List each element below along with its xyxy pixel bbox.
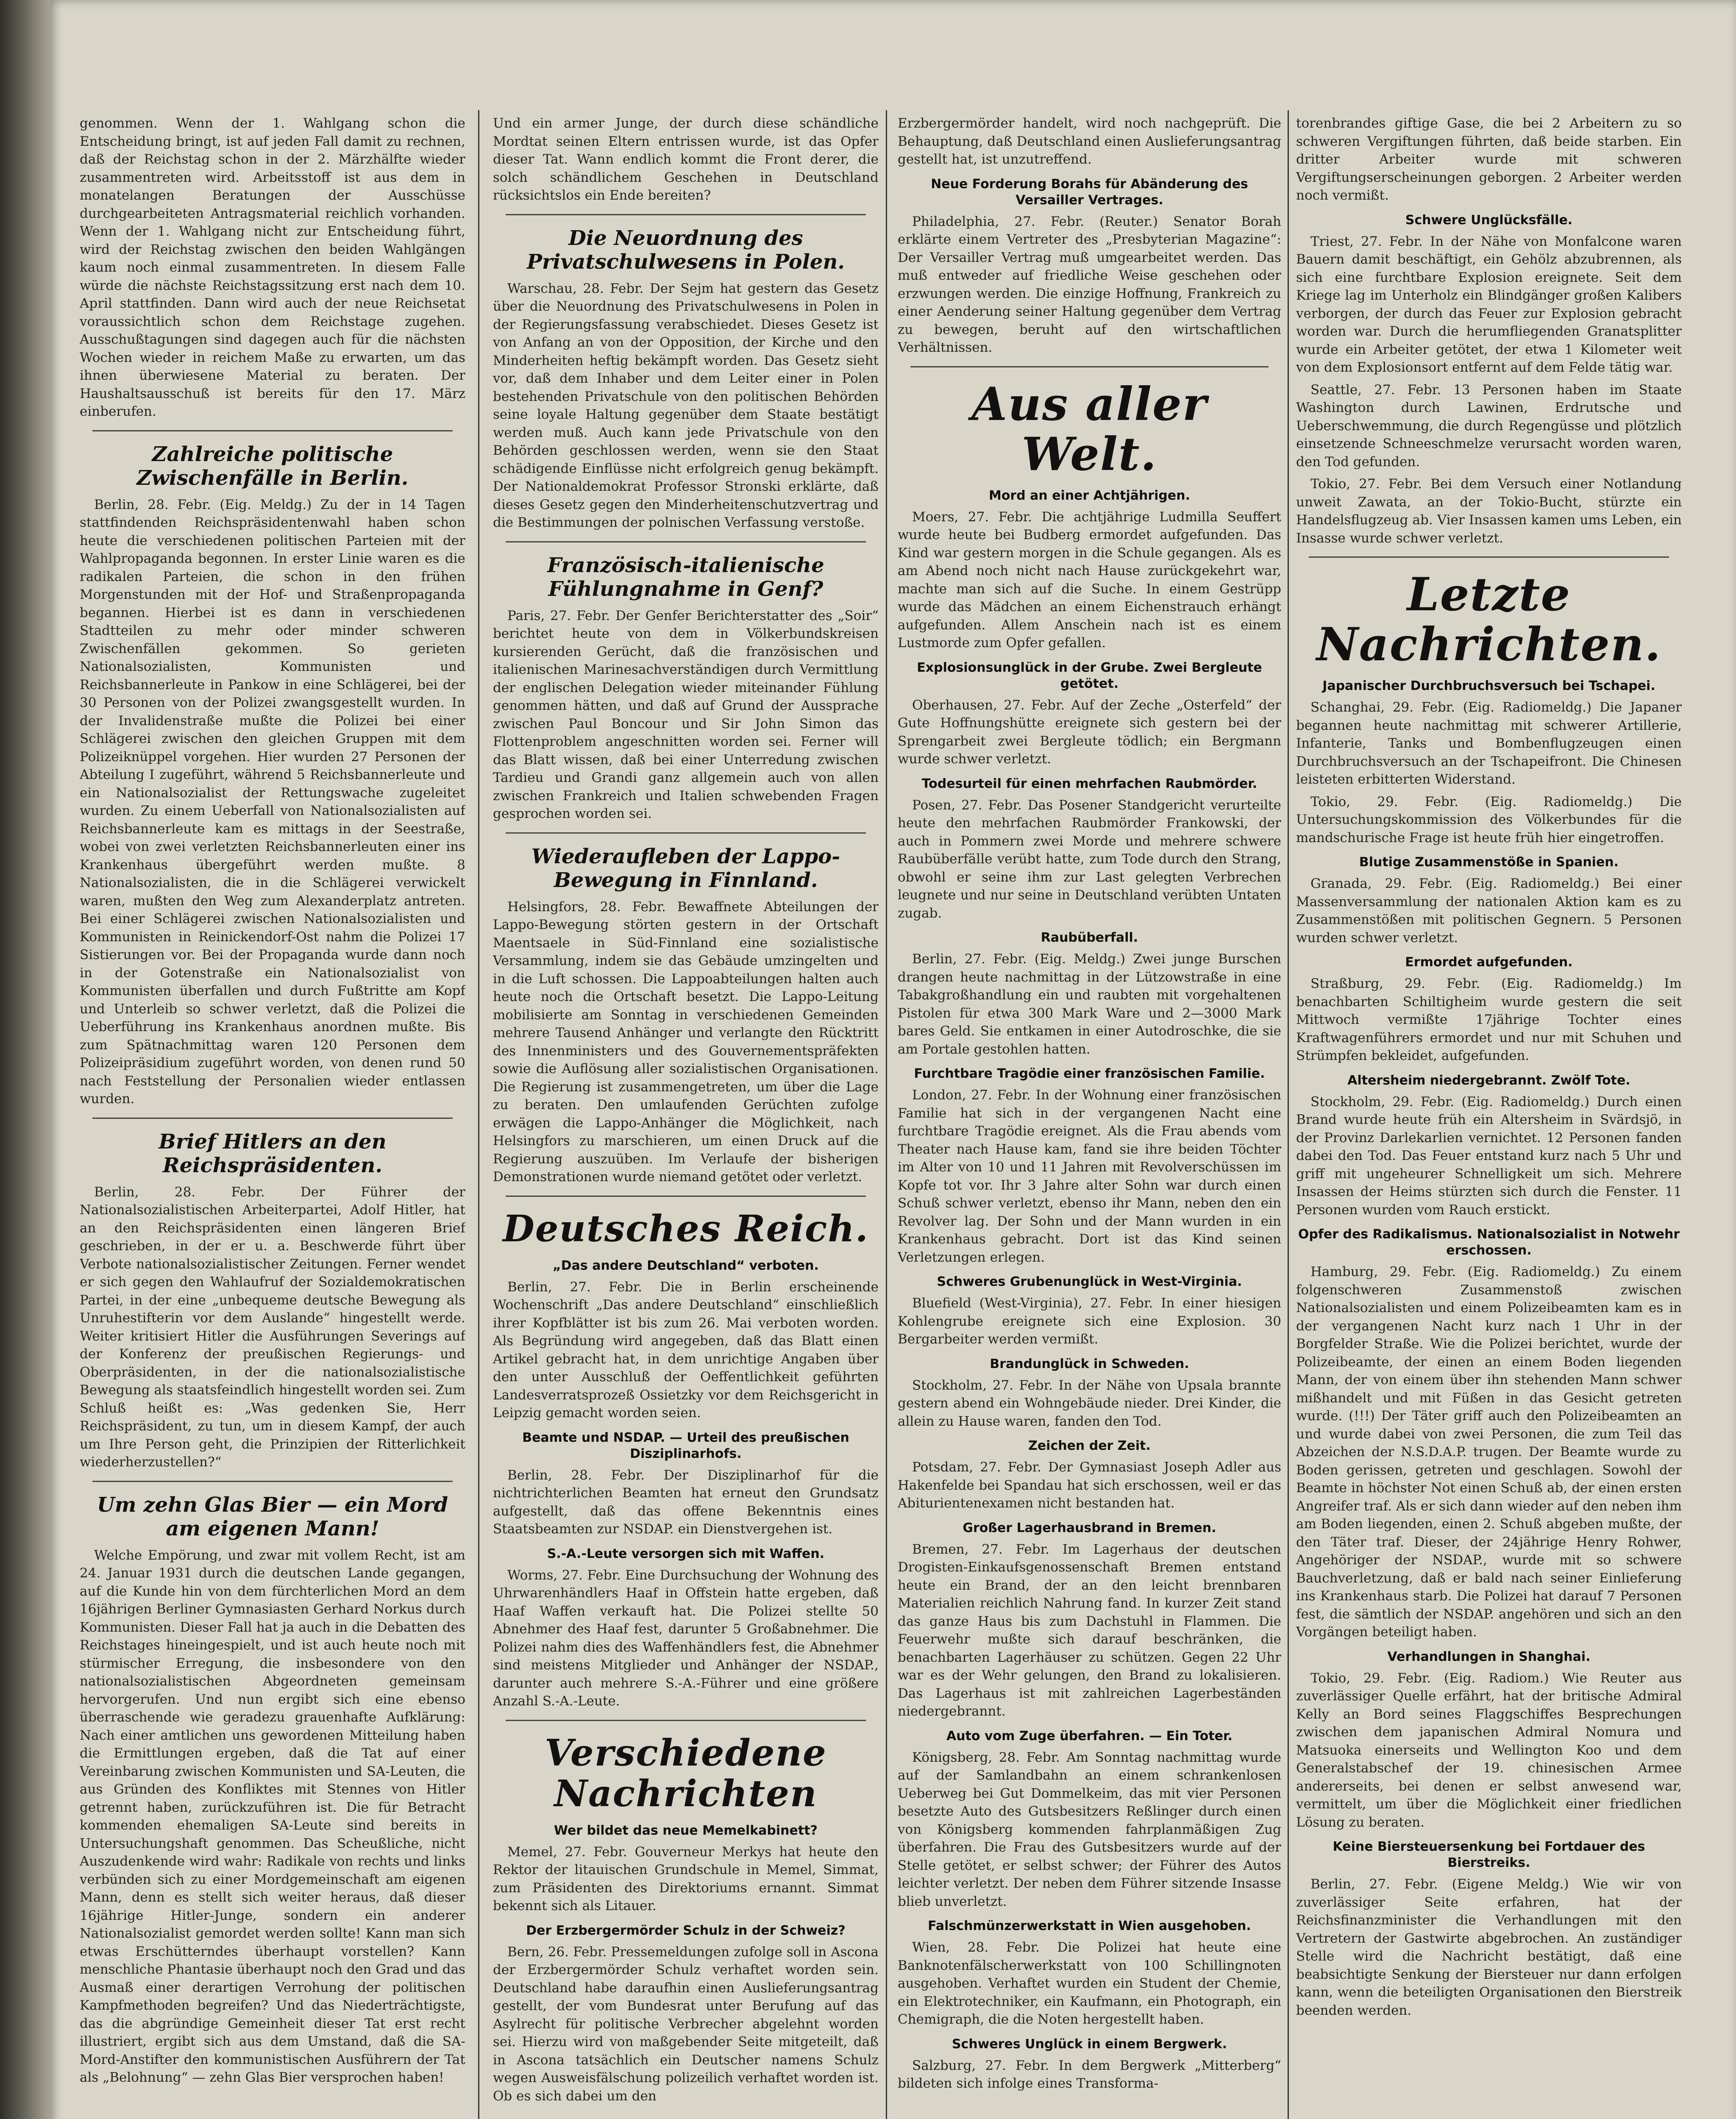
section-headline: Aus aller Welt.	[971, 377, 1207, 481]
article-body: Potsdam, 27. Febr. Der Gymnasiast Joseph Adler aus Hakenfelde bei Spandau hat sich erschossen, weil er das Abiturientenexamen nicht bestanden hat.	[898, 1460, 1281, 1511]
section-divider	[1309, 556, 1669, 558]
article-body: Tokio, 29. Febr. (Eig. Radiom.) Wie Reuter aus zuverlässiger Quelle erfährt, hat der britische Admiral Kelly an Bord seines Flaggschiffes Besprechungen zwischen dem japanischen Admiral Nomura und Matsuoka einerseits und Wellington Koo und dem Generalstabschef der 19. chinesischen Armee andererseits, bei denen er selbst anwesend war, vermittelt, um über die Möglichkeit einer friedlichen Lösung zu beraten.	[1296, 1670, 1682, 1830]
article-body: Moers, 27. Febr. Die achtjährige Ludmilla Seuffert wurde heute bei Budberg ermordet aufgefunden. Das Kind war gestern morgen in die Schule gegangen. Als es am Abend noch nicht nach Hause zurückgekehrt war, machte man sich auf die Suche. In einem Gestrüpp wurde das Mädchen an einem Eichenstrauch erhängt aufgefunden. Allem Anschein nach ist es einem Lustmorde zum Opfer gefallen.	[898, 509, 1281, 651]
article-headline: Brief Hitlers an den Reichspräsidenten.	[159, 1129, 387, 1177]
article-body: Posen, 27. Febr. Das Posener Standgericht verurteilte heute den mehrfachen Raubmörder Frankowski, der auch in Pommern zwei Morde und mehrere schwere Raubüberfälle verübt hatte, zum Tode durch den Strang, obwohl er seine ihm zur Last gelegten Verbrechen leugnete und nur seine in Deutschland verübten Untaten zugab.	[898, 797, 1281, 921]
continued-text: torenbrandes giftige Gase, die bei 2 Arbeitern zu so schweren Vergiftungen führten, daß beide starben. Ein dritter Arbeiter wurde mit schweren Vergiftungserscheinungen geborgen. 2 Arbeiter werden noch vermißt.	[1296, 116, 1682, 203]
article-subheadline: Japanischer Durchbruchsversuch bei Tschapei.	[1322, 679, 1655, 693]
article-body: Seattle, 27. Febr. 13 Personen haben im Staate Washington durch Lawinen, Erdrutsche und Ueberschwemmung, die durch Regengüsse und plötzlich einsetzende Schneeschmelze verursacht worden waren, den Tod gefunden.	[1296, 382, 1682, 470]
section-divider	[92, 430, 453, 431]
article-subheadline: Mord an einer Achtjährigen.	[988, 488, 1191, 503]
column-rule	[1288, 110, 1289, 2119]
article-body: Triest, 27. Febr. In der Nähe von Monfalcone waren Bauern damit beschäftigt, ein Gehölz abzubrennen, als sich eine furchtbare Explosion ereignete. Seit dem Kriege lag im Unterholz ein Blindgänger großen Kalibers verborgen, der durch das Feuer zur Explosion gebracht worden war. Durch die herumfliegenden Granatsplitter wurde ein Arbeiter getötet, der etwa 1 Kilometer weit von dem Explosionsort entfernt auf dem Felde tätig war.	[1296, 234, 1682, 375]
article-body: Stockholm, 29. Febr. (Eig. Radiomeldg.) Durch einen Brand wurde heute früh ein Altersheim in Svärdsjö, in der Provinz Darlekarlien vernichtet. 12 Personen fanden dabei den Tod. Das Feuer entstand kurz nach 5 Uhr und griff mit ungeheurer Schnelligkeit um sich. Mehrere Insassen der Heims stürzten sich durch die Fenster. 11 Personen wurden vom Rauch erstickt.	[1296, 1094, 1682, 1218]
article-headline: Um zehn Glas Bier — ein Mord am eigenen Mann!	[97, 1493, 448, 1541]
article-body: Berlin, 28. Febr. Der Disziplinarhof für die nichtrichterlichen Beamten hat erneut den Grundsatz aufgestellt, daß das offene Bekenntnis eines Staatsbeamten zur NSDAP. ein Dienstvergehen ist.	[493, 1467, 879, 1537]
article-body: Warschau, 28. Febr. Der Sejm hat gestern das Gesetz über die Neuordnung des Privatschulwesens in Polen in der Regierungsfassung verabschiedet. Dieses Gesetz ist von Anfang an von der Opposition, der Kirche und den Minderheiten heftig bekämpft worden. Das Gesetz sieht vor, daß dem Inhaber und dem Leiter einer in Polen bestehenden Privatschule von den politischen Behörden seine loyale Haltung gegenüber dem Staate bestätigt werden muß. Auch kann jede Privatschule von den Behörden geschlossen werden, wenn sie den Staat schädigende Einflüsse nicht erfolgreich genug bekämpft. Der Nationaldemokrat Professor Stronski erklärte, daß dieses Gesetz gegen den Minderheitenschutzvertrag und die Bestimmungen der polnischen Verfassung verstoße.	[493, 281, 879, 530]
article-subheadline: „Das andere Deutschland“ verboten.	[553, 1258, 819, 1273]
article-body: Tokio, 27. Febr. Bei dem Versuch einer Notlandung unweit Zawata, an der Tokio-Bucht, stürzte ein Handelsflugzeug ab. Vier Insassen kamen ums Leben, ein Insasse wurde schwer verletzt.	[1296, 476, 1682, 546]
column-1	[80, 114, 465, 2119]
article-body: Salzburg, 27. Febr. In dem Bergwerk „Mitterberg“ bildeten sich infolge eines Transforma-	[898, 2058, 1281, 2091]
article-subheadline: Keine Biersteuersenkung bei Fortdauer des Bierstreiks.	[1333, 1839, 1645, 1870]
column-2	[493, 114, 879, 2119]
section-headline: Deutsches Reich.	[503, 1207, 869, 1250]
article-subheadline: Blutige Zusammenstöße in Spanien.	[1359, 855, 1619, 870]
article-subheadline: Schweres Unglück in einem Bergwerk.	[951, 2036, 1227, 2052]
article-subheadline: Der Erzbergermörder Schulz in der Schweiz?	[526, 1923, 846, 1938]
article-body: Worms, 27. Febr. Eine Durchsuchung der Wohnung des Uhrwarenhändlers Haaf in Offstein hatte ergeben, daß Haaf Waffen verkauft hat. Die Polizei stellte 50 Abnehmer des Haaf fest, darunter 5 Großabnehmer. Die Polizei nahm dies des Waffenhändlers fest, die Abnehmer sind meistens Mitglieder und Anhänger der NSDAP., darunter auch mehrere S.-A.-Führer und eine größere Anzahl S.-A.-Leute.	[493, 1567, 879, 1709]
column-3	[898, 114, 1281, 2119]
article-subheadline: Todesurteil für einen mehrfachen Raubmörder.	[921, 776, 1257, 791]
column-4	[1296, 114, 1682, 2119]
continued-text: genommen. Wenn der 1. Wahlgang schon die Entscheidung bringt, ist auf jeden Fall damit zu rechnen, daß der Reichstag schon in der 2. Märzhälfte wieder zusammentreten wird. Arbeitsstoff ist aus dem in monatelangen Beratungen der Ausschüsse durchgearbeiteten Antragsmaterial reichlich vorhanden. Wenn der 1. Wahlgang nicht zur Entscheidung führt, wird der Reichstag zwischen den beiden Wahlgängen kaum noch einmal zusammentreten. In diesem Falle würde die nächste Reichstagssitzung erst nach dem 10. April stattfinden. Dann wird auch der neue Reichsetat voraussichtlich schon dem Reichstage zugehen. Ausschußtagungen sind dagegen auch für die nächsten Wochen wieder in reichem Maße zu erwarten, um das ihnen überwiesene Material zu beraten. Der Haushaltsausschuß ist bereits für den 17. März einberufen.	[80, 116, 465, 419]
section-divider	[92, 1481, 453, 1482]
article-subheadline: Brandunglück in Schweden.	[990, 1356, 1189, 1371]
article-headline: Die Neuordnung des Privatschulwesens in Polen.	[526, 226, 845, 274]
article-subheadline: Falschmünzerwerkstatt in Wien ausgehoben.	[928, 1919, 1251, 1933]
article-subheadline: Altersheim niedergebrannt. Zwölf Tote.	[1347, 1073, 1630, 1088]
article-body: Schanghai, 29. Febr. (Eig. Radiomeldg.) Die Japaner begannen heute nachmittag mit schwerer Artillerie, Infanterie, Tanks und Bombenflugzeugen einen Durchbruchsversuch an der Tschapeifront. Die Chinesen leisteten erbitterten Widerstand.	[1296, 700, 1682, 787]
section-divider	[92, 1118, 453, 1119]
article-headline: Wiederaufleben der Lappo-Bewegung in Finnland.	[531, 844, 840, 892]
article-subheadline: Raubüberfall.	[1040, 930, 1138, 945]
article-body: Bern, 26. Febr. Pressemeldungen zufolge soll in Ascona der Erzbergermörder Schulz verhaftet worden sein. Deutschland habe daraufhin einen Auslieferungsantrag gestellt, der vom Bundesrat unter Berufung auf das Asylrecht für politische Verbrecher abgelehnt worden sei. Hierzu wird von maßgebender Seite mitgeteilt, daß in Ascona tatsächlich ein Deutscher namens Schulz wegen Ausweisfälschung polizeilich verhaftet worden ist. Ob es sich dabei um den	[493, 1944, 879, 2104]
article-body: London, 27. Febr. In der Wohnung einer französischen Familie hat sich in der vergangenen Nacht eine furchtbare Tragödie ereignet. Als die Frau abends vom Theater nach Hause kam, fand sie ihre beiden Töchter im Alter von 10 und 11 Jahren mit Revolverschüssen im Kopfe tot vor. Ihr 3 Jahre alter Sohn war durch einen Schuß schwer verletzt, ebenso ihr Mann, neben den ein Revolver lag. Der Sohn und der Mann wurden in ein Krankenhaus gebracht. Dort ist das Kind seinen Verletzungen erlegen.	[898, 1087, 1281, 1265]
article-subheadline: Furchtbare Tragödie einer französischen Familie.	[914, 1066, 1265, 1081]
article-body: Oberhausen, 27. Febr. Auf der Zeche „Osterfeld“ der Gute Hoffnungshütte ereignete sich gestern bei der Sprengarbeit zwei Bergleute tödlich; ein Bergmann wurde schwer verletzt.	[898, 697, 1281, 767]
continued-text: Und ein armer Junge, der durch diese schändliche Mordtat seinen Eltern entrissen wurde, ist das Opfer dieser Tat. Wann endlich kommt die Front derer, die solch schändlichem Geschehen in Deutschland rücksichtslos ein Ende bereiten?	[493, 116, 879, 203]
article-body: Tokio, 29. Febr. (Eig. Radiomeldg.) Die Untersuchungskommission des Völkerbundes für die mandschurische Frage ist heute früh hier eingetroffen.	[1296, 794, 1682, 845]
article-subheadline: Wer bildet das neue Memelkabinett?	[554, 1823, 818, 1838]
article-body: Bremen, 27. Febr. Im Lagerhaus der deutschen Drogisten-Einkaufsgenossenschaft Bremen entstand heute ein Brand, der an den leicht brennbaren Materialien reichlich Nahrung fand. In kurzer Zeit stand das ganze Haus bis zum Dachstuhl in Flammen. Die Feuerwehr mußte sich darauf beschränken, die benachbarten Lagerhäuser zu schützen. Gegen 22 Uhr war es der Wehr gelungen, den Brand zu lokalisieren. Das Lagerhaus ist mit zahlreichen Lagerbeständen niedergebrannt.	[898, 1541, 1281, 1719]
article-body: Berlin, 28. Febr. Der Führer der Nationalsozialistischen Arbeiterpartei, Adolf Hitler, hat an den Reichspräsidenten einen längeren Brief geschrieben, in der er u. a. Beschwerde führt über Verbote nationalsozialistischer Zeitungen. Ferner wendet er sich gegen den Wahlaufruf der Sozialdemokratischen Partei, in der eine „unbequeme deutsche Bewegung als Unruhestifterin vor dem Auslande“ hingestellt werde. Weiter kritisiert Hitler die Ausführungen Severings auf der Konferenz der preußischen Regierungs- und Oberpräsidenten, in der die nationalsozialistische Bewegung als staatsfeindlich hingestellt worden sei. Zum Schluß heißt es: „Was gedenken Sie, Herr Reichspräsident, zu tun, um in diesem Kampf, der auch um Ihre Person geht, die Prinzipien der Ritterlichkeit wiederherzustellen?“	[80, 1184, 465, 1470]
article-subheadline: Großer Lagerhausbrand in Bremen.	[963, 1520, 1216, 1535]
article-body: Berlin, 27. Febr. Die in Berlin erscheinende Wochenschrift „Das andere Deutschland“ einschließlich ihrer Kopfblätter ist bis zum 26. Mai verboten worden. Als Begründung wird angegeben, daß das Blatt einen Artikel gebracht hat, in dem unrichtige Angaben über den unter Ausschluß der Oeffentlichkeit geführten Landesverratsprozeß Ossietzky vor dem Reichsgericht in Leipzig gemacht worden seien.	[493, 1279, 879, 1421]
article-subheadline: Schweres Grubenunglück in West-Virginia.	[937, 1274, 1242, 1289]
article-subheadline: Schwere Unglücksfälle.	[1405, 212, 1573, 228]
article-body: Berlin, 27. Febr. (Eig. Meldg.) Zwei junge Burschen drangen heute nachmittag in der Lützowstraße in eine Tabakgroßhandlung ein und raubten mit vorgehaltenen Pistolen für etwa 300 Mark Ware und 2—3000 Mark bares Geld. Sie entkamen in einer Autodroschke, die sie am Portale gestohlen hatten.	[898, 951, 1281, 1057]
article-body: Königsberg, 28. Febr. Am Sonntag nachmittag wurde auf der Samlandbahn an einem schrankenlosen Ueberweg bei Gut Dommelkeim, das mit vier Personen besetzte Auto des Gutsbesitzers Reßlinger durch einen von Königsberg kommenden fahrplanmäßigen Zug überfahren. Die Frau des Gutsbesitzers wurde auf der Stelle getötet, er selbst schwer; der Führer des Autos leichter verletzt. Der neben dem Führer sitzende Insasse blieb unverletzt.	[898, 1749, 1281, 1909]
article-body: Philadelphia, 27. Febr. (Reuter.) Senator Borah erklärte einem Vertreter des „Presbyterian Magazine“: Der Versailler Vertrag muß umgearbeitet werden. Das muß entweder auf friedliche Weise geschehen oder erzwungen werden. Die einzige Hoffnung, Frankreich zu einer Aenderung seiner Haltung gegenüber dem Vertrag zu bewegen, beruht auf den wirtschaftlichen Verhältnissen.	[898, 214, 1281, 355]
article-subheadline: S.-A.-Leute versorgen sich mit Waffen.	[547, 1546, 825, 1561]
article-body: Wien, 28. Febr. Die Polizei hat heute eine Banknotenfälscherwerkstatt von 100 Schillingnoten ausgehoben. Verhaftet wurden ein Student der Chemie, ein Elektrotechniker, ein Kaufmann, ein Photograph, ein Chemigraph, die die Noten hergestellt haben.	[898, 1940, 1281, 2027]
article-body: Hamburg, 29. Febr. (Eig. Radiomeldg.) Zu einem folgenschweren Zusammenstoß zwischen Nationalsozialisten und einem Polizeibeamten kam es in der vergangenen Nacht kurz nach 1 Uhr in der Borgfelder Straße. Wie die Polizei berichtet, wurde der Polizeibeamte, der einen an einem Boden liegenden Mann, der von einem über ihn stehenden Mann schwer mißhandelt und mit Füßen in das Gesicht getreten wurde. (!!!) Der Täter griff auch den Polizeibeamten an und wurde dabei von zwei Personen, die zum Teil das Abzeichen der N.S.D.A.P. trugen. Der Beamte wurde zu Boden gerissen, getreten und geschlagen. Sowohl der Beamte in höchster Not einen Schuß ab, der einen ersten Angreifer traf. Als er sich dann wieder auf den neben ihm am Boden liegenden, einen 2. Schuß abgeben mußte, der den Täter traf. Dieser, der 24jährige Henry Rohwer, Angehöriger der NSDAP., wurde mit so schwere Bauchverletzung, daß er bald nach seiner Einlieferung ins Krankenhaus starb. Die Polizei hat darauf 7 Personen fest, die sämtlich der NSDAP. angehören und sich an den Vorgängen beteiligt haben.	[1296, 1264, 1682, 1640]
article-body: Memel, 27. Febr. Gouverneur Merkys hat heute den Rektor der litauischen Grundschule in Memel, Simmat, zum Präsidenten des Direktoriums ernannt. Simmat bekennt sich als Litauer.	[493, 1844, 879, 1913]
article-subheadline: Explosionsunglück in der Grube. Zwei Bergleute getötet.	[917, 660, 1262, 691]
article-subheadline: Ermordet aufgefunden.	[1405, 955, 1573, 970]
section-headline: Letzte Nachrichten.	[1316, 568, 1661, 671]
continued-text: Erzbergermörder handelt, wird noch nachgeprüft. Die Behauptung, daß Deutschland einen Auslieferungsantrag gestellt hat, ist unzutreffend.	[898, 116, 1281, 167]
article-headline: Französisch-italienische Fühlungnahme in Genf?	[547, 553, 824, 601]
article-subheadline: Beamte und NSDAP. — Urteil des preußischen Disziplinarhofs.	[522, 1430, 849, 1461]
column-rule	[478, 110, 479, 2119]
binding-gutter	[0, 0, 50, 2119]
article-subheadline: Neue Forderung Borahs für Abänderung des Versailler Vertrages.	[931, 176, 1248, 208]
article-subheadline: Auto vom Zuge überfahren. — Ein Toter.	[946, 1728, 1232, 1744]
article-body: Stockholm, 27. Febr. In der Nähe von Upsala brannte gestern abend ein Wohngebäude nieder. Drei Kinder, die allein zu Hause waren, fanden den Tod.	[898, 1377, 1281, 1429]
article-subheadline: Opfer des Radikalismus. Nationalsozialist in Notwehr erschossen.	[1298, 1227, 1680, 1258]
article-body: Berlin, 28. Febr. (Eig. Meldg.) Zu der in 14 Tagen stattfindenden Reichspräsidentenwahl haben schon heute die verschiedenen politischen Parteien mit der Wahlpropaganda begonnen. In erster Linie waren es die radikalen Parteien, die schon in den frühen Morgenstunden mit der Hof- und Straßenpropaganda begannen. Hierbei ist es dann in verschiedenen Stadtteilen zu mehr oder minder schweren Zwischenfällen gekommen. So gerieten Nationalsozialisten, Kommunisten und Reichsbannerleute in Pankow in eine Schlägerei, bei der 30 Personen von der Polizei zwangsgestellt wurden. In der Invalidenstraße mußte die Polizei bei einer Schlägerei zwischen den gleichen Gruppen mit dem Polizeiknüppel vorgehen. Hier wurden 27 Personen der Abteilung I zugeführt, während 5 Reichsbannerleute und ein Nationalsozialist der Rettungswache zugeleitet wurden. Zu einem Ueberfall von Nationalsozialisten auf Reichsbannerleute kam es mittags in der Seestraße, wobei von zwei verletzten Reichsbannerleuten einer ins Krankenhaus übergeführt werden mußte. 8 Nationalsozialisten, die in die Schlägerei verwickelt waren, mußten den Weg zum Alexanderplatz antreten. Bei einer Schlägerei zwischen Nationalsozialisten und Kommunisten in Reinickendorf-Ost nahm die Polizei 17 Sistierungen vor. Bei der Propaganda wurde dann noch in der Gotenstraße ein Nationalsozialist von Kommunisten überfallen und durch Fußtritte am Kopf und Unterleib so schwer verletzt, daß die Polizei die Ueberführung ins Krankenhaus anordnen mußte. Bis zum Spätnachmittag waren 120 Personen dem Polizeipräsidium zugeführt worden, von denen rund 50 nach Feststellung der Personalien wieder entlassen wurden.	[80, 497, 465, 1107]
section-headline: Verschiedene Nachrichten	[545, 1731, 827, 1815]
article-headline: Zahlreiche politische Zwischenfälle in Berlin.	[136, 442, 409, 490]
newspaper-page	[50, 0, 1736, 2119]
section-divider	[506, 1196, 866, 1197]
column-rule	[886, 110, 887, 2119]
section-divider	[910, 366, 1269, 367]
section-divider	[506, 541, 866, 542]
article-body: Paris, 27. Febr. Der Genfer Berichterstatter des „Soir“ berichtet heute von dem in Völkerbundskreisen kursierenden Gerücht, daß die französischen und italienischen Marinesachverständigen durch Vermittlung der englischen Delegation wieder miteinander Fühlung genommen hätten, und daß auf Grund der Aussprache zwischen Paul Boncour und Sir John Simon das Flottenproblem angeschnitten worden sei. Ferner will das Blatt wissen, daß bei einer Unterredung zwischen Tardieu und Grandi ganz allgemein auch von allen zwischen Frankreich und Italien schwebenden Fragen gesprochen worden sei.	[493, 608, 879, 821]
article-body: Granada, 29. Febr. (Eig. Radiomeldg.) Bei einer Massenversammlung der nationalen Aktion kam es zu Zusammenstößen mit politischen Gegnern. 5 Personen wurden schwer verletzt.	[1296, 876, 1682, 945]
section-divider	[506, 1720, 866, 1721]
article-subheadline: Verhandlungen in Shanghai.	[1387, 1649, 1591, 1664]
article-body: Helsingfors, 28. Febr. Bewaffnete Abteilungen der Lappo-Bewegung störten gestern in der Ortschaft Maentsaele in Süd-Finnland eine sozialistische Versammlung, indem sie das Gebäude umzingelten und in die Luft schossen. Die Lappoabteilungen halten auch heute noch die Ortschaft besetzt. Die Lappo-Leitung mobilisierte am Sonntag in verschiedenen Gemeinden mehrere Tausend Anhänger und verlangte den Rücktritt des Innenministers und des Gouvernementspräfekten sowie die Auflösung aller sozialistischen Organisationen. Die Regierung ist zusammengetreten, um über die Lage zu beraten. Den umlaufenden Gerüchten zufolge erwägen die Lappo-Anhänger die Möglichkeit, nach Helsingfors zu marschieren, um einen Druck auf die Regierung auszuüben. Im Verlaufe der bisherigen Demonstrationen wurde niemand getötet oder verletzt.	[493, 899, 879, 1185]
article-subheadline: Zeichen der Zeit.	[1028, 1438, 1151, 1453]
section-divider	[506, 832, 866, 834]
article-body: Bluefield (West-Virginia), 27. Febr. In einer hiesigen Kohlengrube ereignete sich eine Explosion. 30 Bergarbeiter werden vermißt.	[898, 1296, 1281, 1347]
article-body: Berlin, 27. Febr. (Eigene Meldg.) Wie wir von zuverlässiger Seite erfahren, hat der Reichsfinanzminister die Verhandlungen mit den Vertretern der Gastwirte abgebrochen. An zuständiger Stelle wird die Nachricht bestätigt, daß eine beabsichtigte Senkung der Biersteuer nur dann erfolgen kann, wenn die beteiligten Organisationen den Bierstreik beenden werden.	[1296, 1877, 1682, 2018]
section-divider	[506, 214, 866, 215]
article-body: Welche Empörung, und zwar mit vollem Recht, ist am 24. Januar 1931 durch die deutschen Lande gegangen, auf die Kunde hin von dem fürchterlichen Mord an dem 16jährigen Berliner Gymnasiasten Gerhard Norkus durch Kommunisten. Dieser Fall hat ja auch in die Debatten des Reichstages hineingespielt, und ist auch heute noch mit stürmischer Erregung, die insbesondere von den nationalsozialistischen Abgeordneten gemeinsam hervorgerufen. Und nun ergibt sich eine ebenso überraschende wie geradezu grauenhafte Aufklärung: Nach einer amtlichen uns gewordenen Mitteilung haben die Ermittlungen ergeben, daß die Tat auf einer Vereinbarung zwischen Kommunisten und SA-Leuten, die aus Gründen des Konfliktes mit Stennes von Hitler getrennt haben, zurückzuführen ist. Die für Betracht kommenden ehemaligen SA-Leute sind bereits in Untersuchungshaft genommen. Das Scheußliche, nicht Auszudenkende wird wahr: Radikale von rechts und links verbünden sich zu einer Mordgemeinschaft am eigenen Mann, denn es stellt sich weiter heraus, daß dieser 16jährige Hitler-Junge, sondern ein anderer Nationalsozialist gemordet werden sollte! Kann man sich etwas Erschütterndes überhaupt vorstellen? Kann menschliche Phantasie überhaupt noch den Grad und das Ausmaß einer derartigen Verrohung der politischen Kampfmethoden begreifen? Und das Niederträchtigste, das die abgründige Gemeinheit dieser Tat erst recht illustriert, ergibt sich aus dem Umstand, daß die SA-Mord-Anstifter den kommunistischen Ausführern der Tat als „Belohnung“ — zehn Glas Bier versprochen haben!	[80, 1547, 465, 2085]
article-body: Straßburg, 29. Febr. (Eig. Radiomeldg.) Im benachbarten Schiltigheim wurde gestern die seit Mittwoch vermißte 17jährige Tochter eines Kraftwagenführers ermordet und nur mit Schuhen und Strümpfen bekleidet, aufgefunden.	[1296, 976, 1682, 1063]
